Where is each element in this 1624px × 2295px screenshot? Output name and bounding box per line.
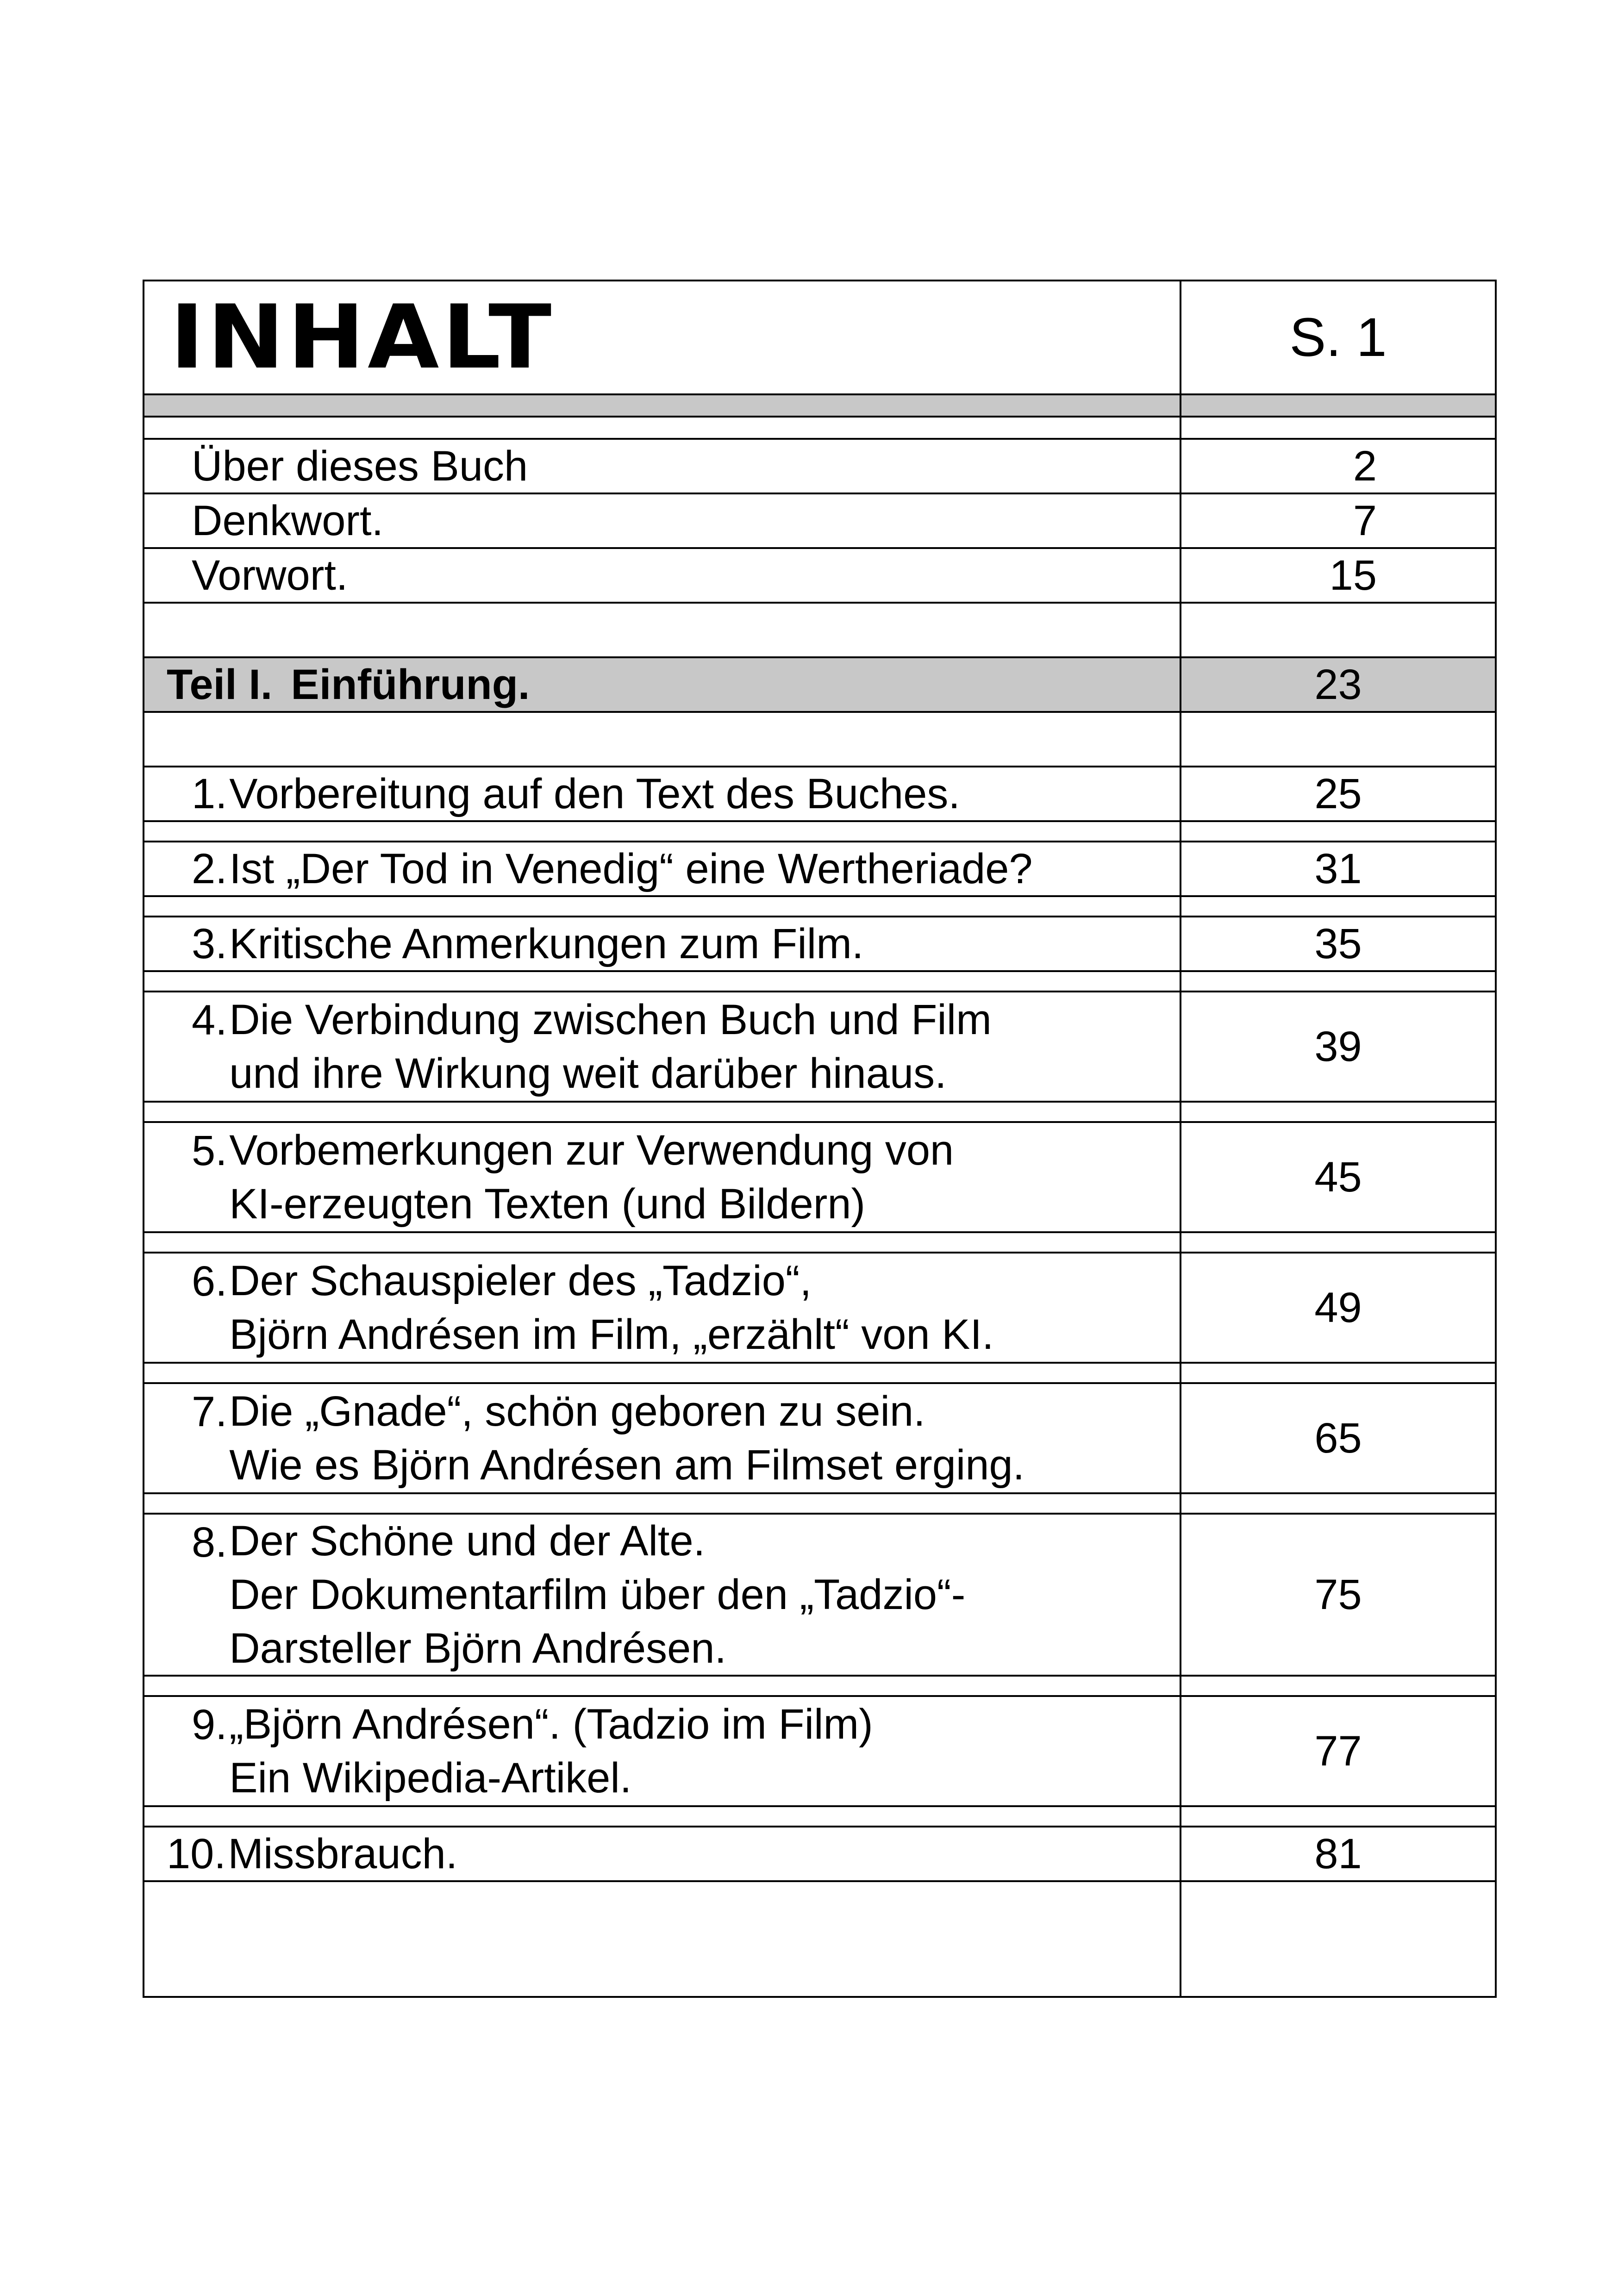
gray-divider-row — [144, 395, 1495, 418]
chapter-title-line: Vorbemerkungen zur Verwendung von — [229, 1127, 954, 1174]
spacer-row — [144, 604, 1495, 658]
chapter-row — [144, 1515, 1495, 1677]
chapter-title-line: Der Schöne und der Alte. — [229, 1517, 706, 1565]
chapter-title: Missbrauch. — [228, 1830, 458, 1877]
spacer-row — [144, 418, 1495, 440]
chapter-title: Ist „Der Tod in Venedig“ eine Wertheriade? — [229, 845, 1033, 892]
toc-header-page: S. 1 — [1289, 307, 1387, 368]
spacer-row — [144, 1103, 1495, 1123]
entry-page: 7 — [1353, 497, 1377, 544]
part-number: Teil I. — [167, 661, 273, 708]
chapter-title-line: KI-erzeugten Texten (und Bildern) — [229, 1180, 866, 1228]
spacer-row — [144, 1807, 1495, 1827]
part-row — [144, 658, 1495, 713]
spacer-row — [144, 972, 1495, 992]
part-title: Einführung. — [291, 661, 530, 708]
chapter-title-line: Die Verbindung zwischen Buch und Film — [229, 996, 992, 1043]
spacer-row — [144, 1677, 1495, 1697]
chapter-page: 65 — [1314, 1414, 1362, 1462]
chapter-row — [144, 842, 1495, 897]
chapter-page: 35 — [1314, 920, 1362, 967]
chapter-row — [144, 1254, 1495, 1364]
chapter-number: 2. — [192, 845, 227, 892]
chapter-page: 39 — [1314, 1023, 1362, 1070]
chapter-title: Vorbereitung auf den Text des Buches. — [229, 770, 960, 817]
entry-title: Über dieses Buch — [192, 443, 528, 490]
chapter-title: Kritische Anmerkungen zum Film. — [229, 920, 864, 967]
chapter-number: 8. — [192, 1519, 227, 1566]
entry-page: 15 — [1329, 551, 1377, 599]
chapter-page: 75 — [1314, 1571, 1362, 1618]
chapter-page: 45 — [1314, 1153, 1362, 1201]
empty-bottom-row — [144, 1882, 1495, 1996]
spacer-row — [144, 897, 1495, 917]
entry-page: 2 — [1353, 442, 1377, 490]
chapter-page: 31 — [1314, 845, 1362, 892]
toc-entry — [144, 440, 1495, 494]
chapter-page: 77 — [1314, 1727, 1362, 1775]
toc-entry — [144, 494, 1495, 549]
chapter-title-line: Der Dokumentarfilm über den „Tadzio“- — [229, 1571, 966, 1618]
chapter-title-line: Darsteller Björn Andrésen. — [229, 1625, 727, 1672]
chapter-number: 7. — [192, 1388, 227, 1435]
chapter-title-line: Der Schauspieler des „Tadzio“, — [229, 1257, 812, 1304]
spacer-row — [144, 1233, 1495, 1254]
chapter-row — [144, 992, 1495, 1103]
chapter-number: 1. — [192, 770, 227, 817]
chapter-row — [144, 1827, 1495, 1882]
chapter-number: 10. — [167, 1830, 226, 1877]
toc-title: INHALT — [170, 286, 555, 388]
toc-entry — [144, 549, 1495, 604]
entry-title: Vorwort. — [192, 552, 348, 599]
chapter-number: 5. — [192, 1127, 227, 1174]
chapter-number: 9. — [192, 1701, 227, 1748]
chapter-row — [144, 1697, 1495, 1807]
chapter-title-line: „Björn Andrésen“. (Tadzio im Film) — [229, 1701, 873, 1748]
chapter-number: 3. — [192, 920, 227, 967]
toc-header-row — [144, 281, 1495, 395]
chapter-title-line: Ein Wikipedia-Artikel. — [229, 1754, 632, 1802]
chapter-row — [144, 1123, 1495, 1233]
chapter-number: 6. — [192, 1258, 227, 1305]
chapter-page: 81 — [1314, 1830, 1362, 1877]
chapter-number: 4. — [192, 997, 227, 1044]
chapter-title-line: Die „Gnade“, schön geboren zu sein. — [229, 1388, 925, 1435]
table-of-contents — [143, 280, 1497, 1998]
spacer-row — [144, 713, 1495, 767]
chapter-row — [144, 917, 1495, 972]
part-page: 23 — [1314, 661, 1362, 708]
spacer-row — [144, 1494, 1495, 1515]
chapter-title-line: Wie es Björn Andrésen am Filmset erging. — [229, 1441, 1025, 1489]
chapter-page: 49 — [1314, 1284, 1362, 1331]
chapter-page: 25 — [1314, 770, 1362, 817]
chapter-title-line: Björn Andrésen im Film, „erzählt“ von KI. — [229, 1311, 994, 1358]
spacer-row — [144, 1364, 1495, 1384]
entry-title: Denkwort. — [192, 497, 384, 544]
chapter-row — [144, 1384, 1495, 1494]
chapter-title-line: und ihre Wirkung weit darüber hinaus. — [229, 1050, 947, 1097]
chapter-row — [144, 767, 1495, 822]
spacer-row — [144, 822, 1495, 842]
